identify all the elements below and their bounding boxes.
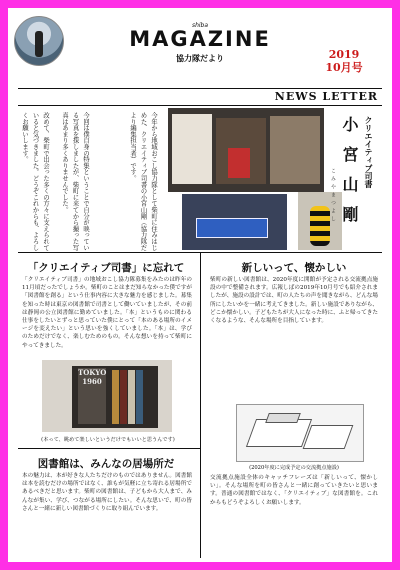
section2-body: 本の魅力は、本が好きな人たちだけのものではありません。図書館は本を読むだけの場所ではなく、誰もが気軽に立ち寄れる居場所であるべきだと思います。柴町の図書館は、子どもから大人まで、みんなが集い、学び、つながる場所にしたい。そんな思いで、町の皆さんと一緒に新しい図書館づくりに取り組んでいます。 bbox=[22, 473, 192, 512]
feature-paragraph-2: 今回は僕自身の特集ということで自分が映っている写真を探しましたが、柴町に来てから撮った写真はあまり多くありませんでした。 bbox=[61, 112, 89, 251]
section3-caption: (2020年度に完成予定の交流拠点施設) bbox=[249, 465, 339, 471]
issue-month: 10月号 bbox=[325, 61, 363, 74]
feature-name-kana: こみやまつよし bbox=[330, 168, 336, 224]
magazine-subtitle: 協力隊だより bbox=[176, 54, 224, 63]
section3-body: 柴町の新しい図書館は、2020年度に開館が予定される交流拠点施設の中で整備されます。広報しばの2019年10月号でも紹介されましたが、施設の設計では、町の人たちの声を聞きながら、どんな場所にしたいかを一緒に考えてきました。新しい施設でありながら、どこか懐かしい。子どもたちが大人になった時に、ふと帰ってきたくなるような、そんな場所を目指しています。 bbox=[210, 277, 378, 325]
news-letter-label: NEWS LETTER bbox=[274, 90, 378, 103]
newsletter-page bbox=[8, 8, 392, 562]
section1-caption: (本って、眺めて楽しいというだけでもいいと思うんです) bbox=[41, 437, 175, 443]
feature-paragraph-1: 今年から地域おこし協力隊として柴町に住みはじめた、クリエイティブ司書の小宮山剛（協力隊だより編集担当者）です。 bbox=[129, 112, 157, 251]
section-divider-left bbox=[18, 448, 200, 449]
section1-title: 「クリエイティブ司書」に忘れて bbox=[27, 262, 185, 274]
issue-date bbox=[322, 48, 366, 74]
magazine-title: MAGAZINE bbox=[129, 27, 271, 51]
section1-body: 「クリエイティブ司書」の地域おこし協力隊募集をみたのは昨年の11月頃だったでしょうか。柴町のことはまだ知らなかった僕ですが「図書館を創る」という仕事内容に大きな魅力を感じました。募集を知った時は東京の図書館で司書として働いていましたが、その前は静岡の公立図書館に勤めていました。「本」というものに関わる仕事をしたいとずっと思っていた僕にとって「本のある場所のイメージを変えたい」という思いを強くしていました。「本」は、学びのためだけでなく、楽しむためのもの。そんな想いを持って柴町にやってきました。 bbox=[22, 277, 192, 349]
feature-photo-team bbox=[182, 194, 287, 250]
section3-tail: 交流拠点施設全体のキャッチフレーズは「新しいって、懐かしい」。そんな場所を町の皆さんと一緒に創っていきたいと思います。普通の図書館ではなく、「クリエイティブ」な図書館を。これからもどうぞよろしくお願いします。 bbox=[210, 475, 378, 506]
feature-paragraph-3: 改めて、柴町で出会った多くの方々に支えられていると気づきました。どうぞこれからも、よろしくお願いします。 bbox=[21, 112, 49, 251]
issue-year: 2019 bbox=[328, 48, 360, 61]
books-photo bbox=[42, 360, 172, 432]
feature-photo-group bbox=[168, 108, 324, 192]
section2-title: 図書館は、みんなの居場所だ bbox=[37, 458, 175, 470]
column-divider bbox=[200, 252, 201, 558]
feature-role: クリエイティブ司書 bbox=[364, 116, 374, 188]
brand-label: shiba bbox=[191, 22, 209, 29]
section3-title: 新しいって、懐かしい bbox=[241, 262, 347, 274]
feature-name: 小宮山剛 bbox=[340, 116, 359, 236]
book-cover: TOKYO 1960 bbox=[78, 368, 106, 424]
facility-drawing bbox=[236, 404, 364, 462]
news-letter-bar bbox=[18, 88, 382, 106]
